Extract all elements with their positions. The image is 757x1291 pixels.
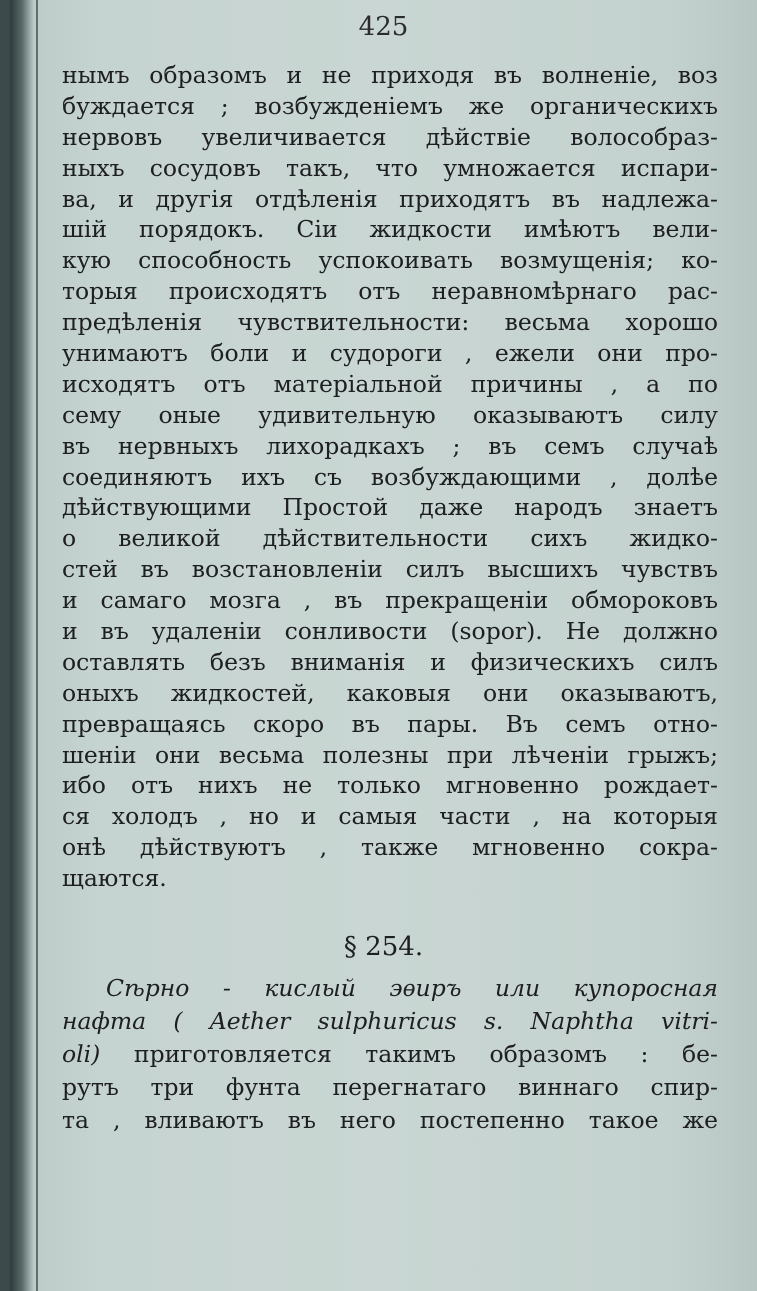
text-line: и въ удаленіи сонливости (sopor). Не должно [62, 617, 718, 646]
latin-term: ( Aether sulphuricus s. Naphtha vitri- [173, 1007, 718, 1035]
italic-term: нафта [62, 1007, 147, 1035]
text-line: въ нервныхъ лихорадкахъ ; въ семъ случаѣ [62, 431, 718, 460]
text-line: онѣ дѣйствуютъ , также мгновенно сокра- [62, 833, 718, 862]
page-edge [36, 0, 38, 1291]
text-line: превращаясь скоро въ пары. Въ семъ отно- [62, 709, 718, 738]
latin-term-end: oli) [62, 1040, 101, 1068]
book-page [10, 0, 757, 1291]
text-line: шеніи они весьма полезны при лѣченіи грыжъ; [62, 740, 718, 769]
text-line-italic: Сѣрно - кислый эѳиръ или купоросная [106, 974, 718, 1002]
text-line: ибо отъ нихъ не только мгновенно рождает- [62, 771, 718, 800]
page-number: 425 [358, 12, 409, 42]
text-line: кую способность успокоивать возмущенія; ко- [62, 246, 718, 275]
text-line [62, 1005, 718, 1038]
text-line: стей въ возстановленіи силъ высшихъ чувствъ [62, 555, 718, 584]
text-run: приготовляется такимъ образомъ : бе- [133, 1040, 718, 1068]
text-line: о великой дѣйствительности сихъ жидко- [62, 524, 718, 553]
text-line: соединяютъ ихъ съ возбуждающими , долѣе [62, 462, 718, 491]
text-line: шій порядокъ. Сіи жидкости имѣютъ вели- [62, 215, 718, 244]
section-heading: § 254. [343, 932, 424, 962]
text-line: торыя происходятъ отъ неравномѣрнаго рас- [62, 277, 718, 306]
gutter-shadow [10, 0, 34, 1291]
text-line: дѣйствующими Простой даже народъ знаетъ [62, 493, 718, 522]
text-line: предѣленія чувствительности: весьма хорошо [62, 308, 718, 337]
text-line: и самаго мозга , въ прекращеніи обмороковъ [62, 586, 718, 615]
text-line: нервовъ увеличивается дѣйствіе волособраз- [62, 122, 718, 151]
text-line: нымъ образомъ и не приходя въ волненіе, воз [62, 61, 718, 89]
text-line: та , вливаютъ въ него постепенно такое же [62, 1106, 718, 1134]
text-line: исходятъ отъ матеріальной причины , а по [62, 369, 718, 398]
paragraph-2 [62, 972, 718, 1137]
text-line: оставлять безъ вниманія и физическихъ силъ [62, 647, 718, 676]
text-line: щаются. [62, 864, 167, 893]
text-line: ва, и другія отдѣленія приходятъ въ надлежа- [62, 184, 718, 213]
text-line: оныхъ жидкостей, каковыя они оказываютъ, [62, 678, 718, 707]
paragraph-1 [62, 60, 718, 894]
text-line: сему оные удивительную оказываютъ силу [62, 400, 718, 429]
text-line: унимаютъ боли и судороги , ежели они про- [62, 339, 718, 368]
text-line [62, 1038, 718, 1071]
text-line: ныхъ сосудовъ такъ, что умножается испари- [62, 153, 718, 182]
text-line: рутъ три фунта перегнатаго виннаго спир- [62, 1073, 718, 1101]
text-line: буждается ; возбужденіемъ же органическихъ [62, 91, 718, 120]
text-line: ся холодъ , но и самыя части , на которыя [62, 802, 718, 831]
